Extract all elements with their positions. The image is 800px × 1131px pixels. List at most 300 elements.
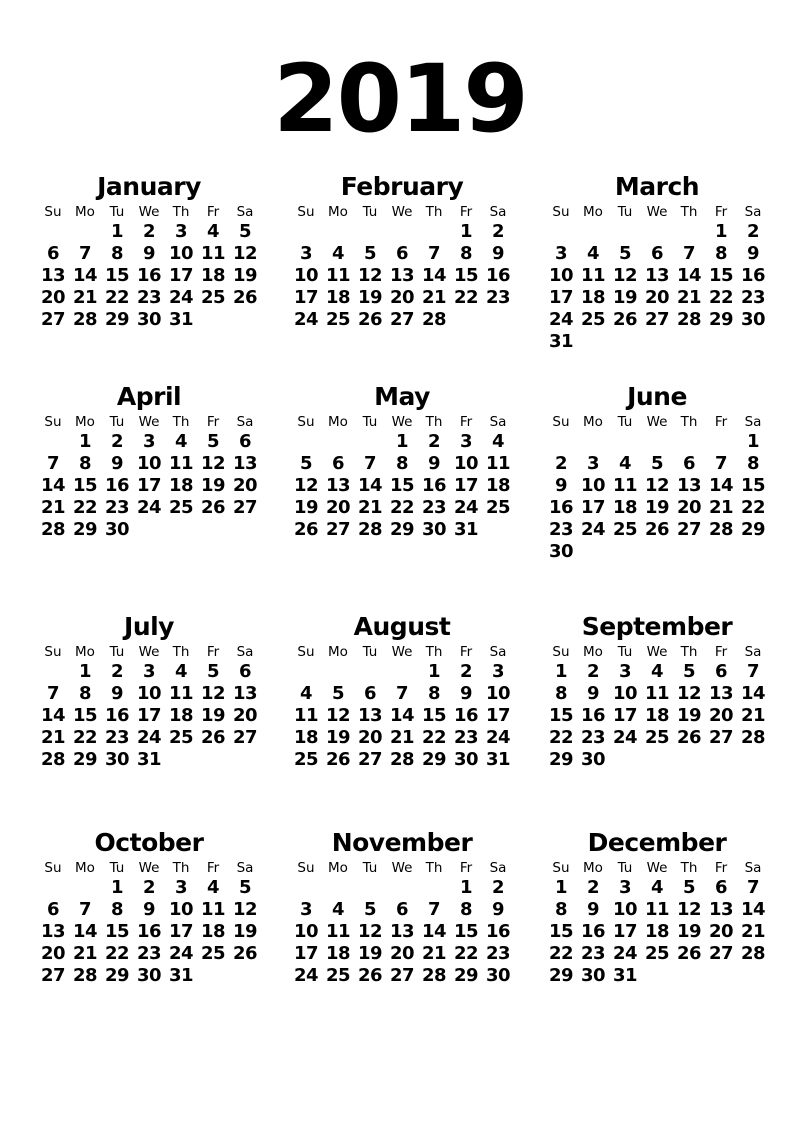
- day-cell: 1: [459, 877, 473, 898]
- day-cell: 1: [427, 661, 441, 682]
- day-cell: 1: [714, 221, 728, 242]
- day-cell: 23: [104, 727, 130, 748]
- day-cell: 27: [676, 519, 702, 540]
- day-cell: 13: [389, 265, 415, 286]
- month-name: August: [353, 612, 451, 641]
- empty-cell: [418, 877, 450, 899]
- day-cell: 22: [708, 287, 734, 308]
- weekday-header: We: [138, 414, 160, 430]
- day-cell: 8: [110, 243, 124, 264]
- day-cell: 13: [708, 683, 734, 704]
- day-cell: 28: [708, 519, 734, 540]
- day-cell: 21: [421, 943, 447, 964]
- month-february: [290, 172, 514, 331]
- day-cell: 25: [325, 965, 351, 986]
- day-cell: 27: [708, 727, 734, 748]
- day-cell: 12: [325, 705, 351, 726]
- day-cell: 20: [708, 705, 734, 726]
- day-cell: 21: [421, 287, 447, 308]
- day-cell: 8: [78, 453, 92, 474]
- day-cell: 18: [168, 705, 194, 726]
- weekday-header: We: [391, 644, 413, 660]
- day-grid: [290, 204, 514, 331]
- day-cell: 14: [676, 265, 702, 286]
- day-cell: 18: [580, 287, 606, 308]
- day-cell: 1: [746, 431, 760, 452]
- empty-cell: [577, 431, 609, 453]
- day-cell: 29: [421, 749, 447, 770]
- month-march: [545, 172, 769, 353]
- day-cell: 6: [395, 243, 409, 264]
- day-cell: 30: [548, 541, 574, 562]
- day-cell: 8: [78, 683, 92, 704]
- day-cell: 11: [644, 899, 670, 920]
- day-cell: 27: [325, 519, 351, 540]
- weekday-header: Su: [44, 860, 62, 876]
- empty-cell: [386, 221, 418, 243]
- day-cell: 29: [104, 965, 130, 986]
- day-cell: 8: [459, 243, 473, 264]
- day-cell: 14: [740, 899, 766, 920]
- day-cell: 7: [427, 899, 441, 920]
- day-cell: 27: [389, 965, 415, 986]
- empty-cell: [354, 221, 386, 243]
- day-cell: 28: [740, 943, 766, 964]
- day-cell: 18: [325, 287, 351, 308]
- day-cell: 8: [746, 453, 760, 474]
- day-cell: 31: [168, 965, 194, 986]
- day-cell: 6: [363, 683, 377, 704]
- weekday-header: Su: [552, 860, 570, 876]
- day-grid: [37, 414, 261, 541]
- weekday-header: Sa: [744, 860, 762, 876]
- day-cell: 17: [136, 705, 162, 726]
- day-cell: 12: [357, 265, 383, 286]
- day-cell: 18: [200, 265, 226, 286]
- day-cell: 5: [618, 243, 632, 264]
- day-cell: 10: [168, 243, 194, 264]
- day-cell: 31: [453, 519, 479, 540]
- day-cell: 23: [136, 287, 162, 308]
- day-cell: 15: [740, 475, 766, 496]
- day-cell: 22: [72, 727, 98, 748]
- day-cell: 14: [40, 475, 66, 496]
- day-cell: 11: [293, 705, 319, 726]
- weekday-header: Tu: [109, 414, 125, 430]
- month-name: April: [116, 382, 182, 411]
- day-cell: 27: [357, 749, 383, 770]
- weekday-header: Th: [425, 414, 443, 430]
- day-cell: 10: [580, 475, 606, 496]
- weekday-header: Tu: [109, 204, 125, 220]
- empty-cell: [37, 661, 69, 683]
- day-cell: 5: [682, 877, 696, 898]
- weekday-header: Tu: [362, 644, 378, 660]
- weekday-header: Tu: [617, 644, 633, 660]
- day-cell: 31: [168, 309, 194, 330]
- weekday-header: Su: [552, 414, 570, 430]
- day-cell: 8: [714, 243, 728, 264]
- day-cell: 3: [174, 221, 188, 242]
- day-cell: 9: [110, 683, 124, 704]
- weekday-header: Tu: [109, 860, 125, 876]
- day-cell: 2: [427, 431, 441, 452]
- day-cell: 12: [612, 265, 638, 286]
- day-cell: 13: [40, 921, 66, 942]
- month-may: [290, 382, 514, 541]
- day-cell: 11: [325, 921, 351, 942]
- day-cell: 20: [40, 287, 66, 308]
- day-cell: 16: [136, 921, 162, 942]
- weekday-header: Mo: [75, 644, 95, 660]
- day-cell: 3: [618, 877, 632, 898]
- day-cell: 11: [644, 683, 670, 704]
- day-cell: 2: [491, 877, 505, 898]
- day-cell: 9: [586, 683, 600, 704]
- day-cell: 17: [168, 921, 194, 942]
- day-cell: 15: [72, 705, 98, 726]
- day-cell: 12: [293, 475, 319, 496]
- day-cell: 6: [650, 243, 664, 264]
- day-cell: 26: [200, 497, 226, 518]
- empty-cell: [545, 221, 577, 243]
- day-cell: 7: [427, 243, 441, 264]
- day-cell: 18: [293, 727, 319, 748]
- weekday-header: Mo: [583, 414, 603, 430]
- day-cell: 8: [554, 899, 568, 920]
- day-grid: [290, 860, 514, 987]
- day-cell: 29: [708, 309, 734, 330]
- day-cell: 1: [78, 431, 92, 452]
- day-cell: 11: [200, 243, 226, 264]
- day-cell: 9: [491, 243, 505, 264]
- day-cell: 15: [104, 921, 130, 942]
- weekday-header: We: [391, 860, 413, 876]
- weekday-header: Th: [680, 860, 698, 876]
- day-cell: 10: [548, 265, 574, 286]
- day-cell: 4: [491, 431, 505, 452]
- day-cell: 2: [110, 661, 124, 682]
- day-cell: 21: [389, 727, 415, 748]
- weekday-header: Sa: [236, 414, 254, 430]
- empty-cell: [290, 661, 322, 683]
- day-cell: 2: [586, 877, 600, 898]
- day-cell: 22: [740, 497, 766, 518]
- day-cell: 18: [485, 475, 511, 496]
- day-cell: 24: [548, 309, 574, 330]
- weekday-header: Th: [172, 644, 190, 660]
- month-name: January: [97, 172, 201, 201]
- day-cell: 24: [612, 727, 638, 748]
- day-cell: 25: [200, 287, 226, 308]
- weekday-header: Tu: [362, 860, 378, 876]
- empty-cell: [290, 877, 322, 899]
- month-june: [545, 382, 769, 563]
- day-cell: 6: [682, 453, 696, 474]
- empty-cell: [641, 431, 673, 453]
- day-cell: 12: [232, 243, 258, 264]
- day-cell: 25: [644, 727, 670, 748]
- month-october: [37, 828, 261, 987]
- day-cell: 26: [676, 727, 702, 748]
- day-cell: 5: [682, 661, 696, 682]
- day-cell: 6: [714, 661, 728, 682]
- day-cell: 12: [644, 475, 670, 496]
- day-grid: [37, 644, 261, 771]
- day-cell: 12: [676, 899, 702, 920]
- weekday-header: Sa: [236, 644, 254, 660]
- month-september: [545, 612, 769, 771]
- day-cell: 16: [453, 705, 479, 726]
- day-cell: 7: [682, 243, 696, 264]
- day-cell: 15: [389, 475, 415, 496]
- day-cell: 13: [389, 921, 415, 942]
- day-cell: 19: [232, 265, 258, 286]
- day-cell: 11: [612, 475, 638, 496]
- day-cell: 11: [580, 265, 606, 286]
- weekday-header: Th: [425, 860, 443, 876]
- day-cell: 19: [200, 475, 226, 496]
- day-cell: 10: [168, 899, 194, 920]
- day-cell: 28: [421, 309, 447, 330]
- month-name: February: [340, 172, 464, 201]
- day-cell: 16: [104, 705, 130, 726]
- day-cell: 22: [548, 943, 574, 964]
- day-cell: 23: [453, 727, 479, 748]
- day-cell: 12: [200, 453, 226, 474]
- day-cell: 16: [485, 265, 511, 286]
- day-cell: 13: [325, 475, 351, 496]
- day-cell: 26: [232, 943, 258, 964]
- month-name: October: [94, 828, 204, 857]
- day-cell: 29: [453, 965, 479, 986]
- day-cell: 22: [72, 497, 98, 518]
- day-cell: 4: [174, 661, 188, 682]
- weekday-header: Fr: [714, 204, 728, 220]
- weekday-header: Sa: [744, 414, 762, 430]
- day-cell: 16: [580, 705, 606, 726]
- day-cell: 6: [46, 899, 60, 920]
- empty-cell: [673, 221, 705, 243]
- day-cell: 6: [395, 899, 409, 920]
- weekday-header: Fr: [714, 414, 728, 430]
- day-cell: 29: [740, 519, 766, 540]
- day-cell: 5: [299, 453, 313, 474]
- day-cell: 10: [136, 453, 162, 474]
- month-name: May: [374, 382, 430, 411]
- month-august: [290, 612, 514, 771]
- day-cell: 14: [357, 475, 383, 496]
- weekday-header: Tu: [362, 414, 378, 430]
- month-july: [37, 612, 261, 771]
- empty-cell: [673, 431, 705, 453]
- day-cell: 26: [357, 965, 383, 986]
- weekday-header: Th: [172, 414, 190, 430]
- day-cell: 3: [174, 877, 188, 898]
- weekday-header: Th: [680, 204, 698, 220]
- weekday-header: We: [391, 204, 413, 220]
- weekday-header: Fr: [206, 204, 220, 220]
- day-cell: 11: [325, 265, 351, 286]
- day-cell: 15: [548, 921, 574, 942]
- day-cell: 7: [363, 453, 377, 474]
- day-cell: 16: [740, 265, 766, 286]
- weekday-header: Sa: [236, 860, 254, 876]
- day-cell: 25: [580, 309, 606, 330]
- day-cell: 25: [168, 497, 194, 518]
- day-cell: 12: [200, 683, 226, 704]
- day-grid: [545, 860, 769, 987]
- day-cell: 24: [580, 519, 606, 540]
- day-cell: 3: [491, 661, 505, 682]
- day-cell: 10: [136, 683, 162, 704]
- day-cell: 22: [104, 287, 130, 308]
- weekday-header: Sa: [236, 204, 254, 220]
- weekday-header: Su: [297, 644, 315, 660]
- day-cell: 9: [459, 683, 473, 704]
- day-cell: 18: [612, 497, 638, 518]
- day-cell: 2: [586, 661, 600, 682]
- day-cell: 21: [740, 705, 766, 726]
- day-cell: 23: [136, 943, 162, 964]
- empty-cell: [354, 877, 386, 899]
- day-cell: 12: [357, 921, 383, 942]
- day-cell: 16: [104, 475, 130, 496]
- empty-cell: [418, 221, 450, 243]
- day-cell: 4: [174, 431, 188, 452]
- weekday-header: Th: [425, 644, 443, 660]
- day-cell: 22: [389, 497, 415, 518]
- weekday-header: We: [138, 644, 160, 660]
- day-cell: 24: [453, 497, 479, 518]
- day-cell: 31: [548, 331, 574, 352]
- day-cell: 20: [40, 943, 66, 964]
- day-cell: 25: [485, 497, 511, 518]
- day-cell: 11: [200, 899, 226, 920]
- day-cell: 3: [554, 243, 568, 264]
- day-cell: 7: [46, 453, 60, 474]
- weekday-header: Su: [297, 414, 315, 430]
- day-cell: 11: [485, 453, 511, 474]
- day-grid: [37, 204, 261, 331]
- empty-cell: [641, 221, 673, 243]
- day-cell: 28: [740, 727, 766, 748]
- day-cell: 4: [618, 453, 632, 474]
- empty-cell: [705, 431, 737, 453]
- weekday-header: We: [138, 204, 160, 220]
- weekday-header: Tu: [617, 860, 633, 876]
- month-name: November: [331, 828, 473, 857]
- day-cell: 3: [142, 431, 156, 452]
- day-cell: 16: [136, 265, 162, 286]
- day-cell: 5: [650, 453, 664, 474]
- empty-cell: [354, 431, 386, 453]
- day-cell: 17: [293, 943, 319, 964]
- day-cell: 12: [232, 899, 258, 920]
- day-cell: 1: [459, 221, 473, 242]
- weekday-header: Mo: [583, 644, 603, 660]
- day-cell: 27: [389, 309, 415, 330]
- day-cell: 15: [421, 705, 447, 726]
- weekday-header: Th: [172, 204, 190, 220]
- day-cell: 28: [676, 309, 702, 330]
- day-cell: 31: [136, 749, 162, 770]
- empty-cell: [322, 431, 354, 453]
- day-cell: 29: [72, 749, 98, 770]
- day-cell: 14: [740, 683, 766, 704]
- weekday-header: Fr: [206, 414, 220, 430]
- day-grid: [545, 204, 769, 353]
- day-cell: 15: [708, 265, 734, 286]
- year-title: 2019: [273, 45, 527, 154]
- month-january: [37, 172, 261, 331]
- weekday-header: Mo: [75, 204, 95, 220]
- day-cell: 20: [232, 705, 258, 726]
- day-cell: 30: [136, 309, 162, 330]
- day-cell: 14: [708, 475, 734, 496]
- day-cell: 24: [293, 309, 319, 330]
- day-cell: 27: [644, 309, 670, 330]
- weekday-header: Th: [680, 414, 698, 430]
- day-cell: 3: [299, 243, 313, 264]
- day-cell: 17: [453, 475, 479, 496]
- day-cell: 23: [580, 943, 606, 964]
- day-cell: 20: [325, 497, 351, 518]
- weekday-header: Mo: [328, 644, 348, 660]
- day-cell: 16: [580, 921, 606, 942]
- day-cell: 9: [142, 899, 156, 920]
- weekday-header: Su: [297, 204, 315, 220]
- day-cell: 3: [618, 661, 632, 682]
- weekday-header: Fr: [459, 204, 473, 220]
- day-cell: 21: [676, 287, 702, 308]
- day-grid: [545, 644, 769, 771]
- day-cell: 2: [746, 221, 760, 242]
- day-cell: 14: [72, 265, 98, 286]
- weekday-header: Su: [552, 204, 570, 220]
- weekday-header: Mo: [328, 204, 348, 220]
- day-cell: 23: [580, 727, 606, 748]
- month-name: December: [587, 828, 727, 857]
- day-cell: 13: [676, 475, 702, 496]
- day-cell: 2: [491, 221, 505, 242]
- day-cell: 9: [586, 899, 600, 920]
- day-cell: 29: [104, 309, 130, 330]
- day-cell: 25: [293, 749, 319, 770]
- weekday-header: Sa: [489, 644, 507, 660]
- day-cell: 20: [389, 287, 415, 308]
- day-grid: [37, 860, 261, 987]
- day-cell: 30: [421, 519, 447, 540]
- day-cell: 30: [104, 519, 130, 540]
- empty-cell: [37, 877, 69, 899]
- empty-cell: [545, 431, 577, 453]
- weekday-header: Su: [297, 860, 315, 876]
- day-cell: 5: [363, 243, 377, 264]
- day-cell: 17: [485, 705, 511, 726]
- day-cell: 28: [72, 309, 98, 330]
- day-cell: 16: [485, 921, 511, 942]
- day-cell: 30: [485, 965, 511, 986]
- weekday-header: Sa: [489, 414, 507, 430]
- day-cell: 5: [238, 877, 252, 898]
- day-cell: 4: [299, 683, 313, 704]
- day-cell: 22: [104, 943, 130, 964]
- day-cell: 17: [548, 287, 574, 308]
- day-cell: 7: [78, 899, 92, 920]
- day-cell: 21: [708, 497, 734, 518]
- day-cell: 24: [612, 943, 638, 964]
